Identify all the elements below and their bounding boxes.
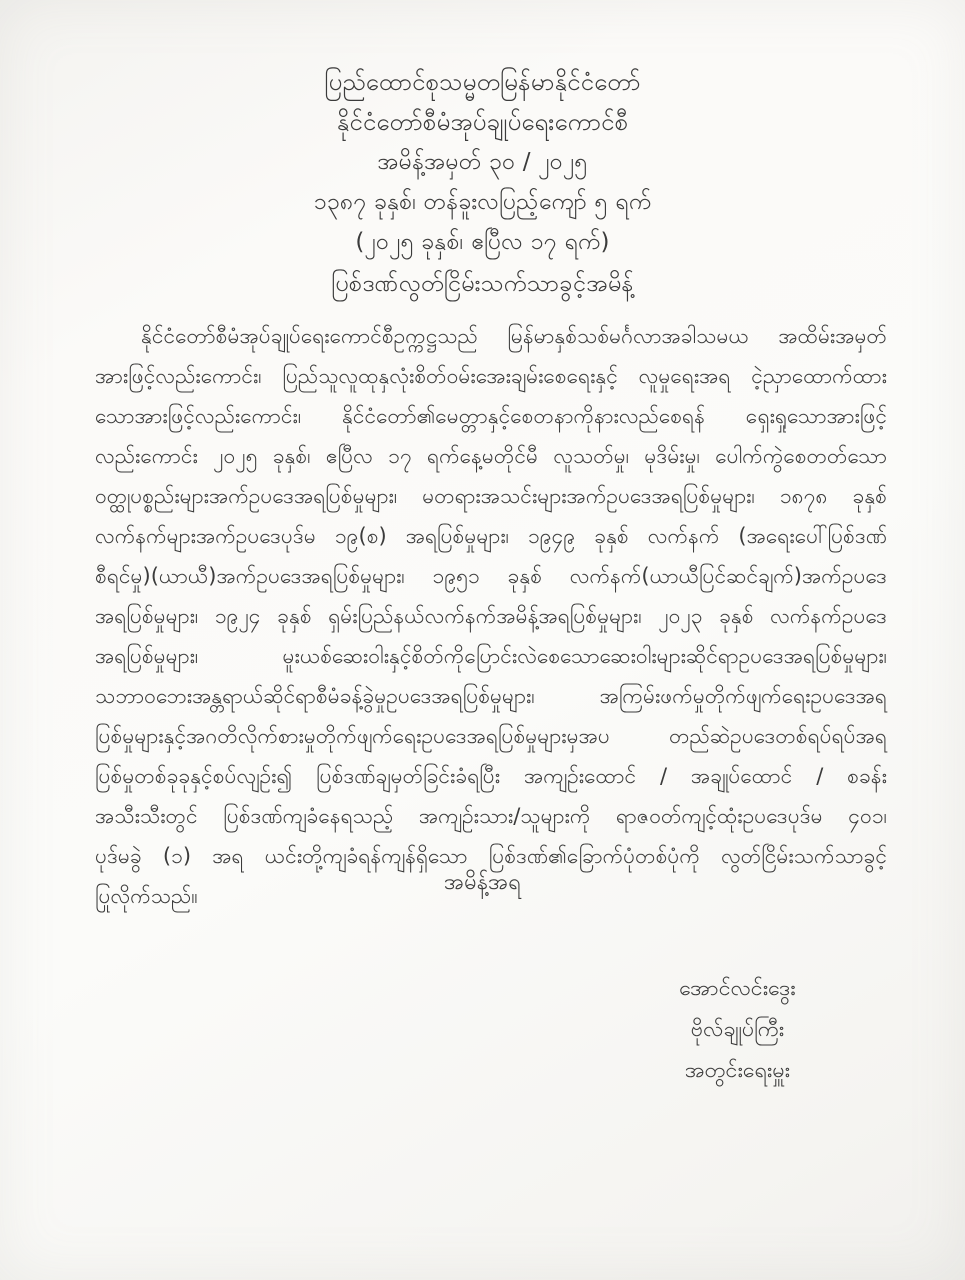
body-line: စီရင်မှု)(ယာယီ)အက်ဥပဒေအရပြစ်မှုများ၊ ၁၉၅၁ ခုနှစ် လက်နက်(ယာယီပြင်ဆင်ချက်)အက်ဥပဒေ xyxy=(95,564,887,588)
body-line: ပြစ်မှုများနှင့်အဂတိလိုက်စားမှုတိုက်ဖျက်ရေးဥပဒေအရပြစ်မှုများမှအပ တည်ဆဲဥပဒေတစ်ရပ်ရပ်အရ xyxy=(95,724,887,748)
body-line: ပြုလိုက်သည်။ xyxy=(95,884,198,908)
gregorian-date: (၂၀၂၅ ခုနှစ်၊ ဧပြီလ ၁၇ ရက်) xyxy=(355,229,610,255)
body-line: ပုဒ်မခွဲ (၁) အရ ယင်းတို့ကျခံရန်ကျန်ရှိသော ပြစ်ဒဏ်၏ခြောက်ပုံတစ်ပုံကို လွတ်ငြိမ်းသက်သာခွင့် xyxy=(95,844,887,868)
body-line: သောအားဖြင့်လည်းကောင်း၊ နိုင်ငံတော်၏မေတ္တာနှင့်စေတနာကိုနားလည်စေရန် ရှေးရှုသောအားဖြင့် xyxy=(95,404,887,428)
body-line: အားဖြင့်လည်းကောင်း၊ ပြည်သူလူထုနှလုံးစိတ်ဝမ်းအေးချမ်းစေရေးနှင့် လူမှုရေးအရ ငဲ့ညှာထောက်ထား xyxy=(95,364,887,388)
signature-block xyxy=(650,968,825,1091)
signatory-rank: ဗိုလ်ချုပ်ကြီး xyxy=(690,1017,785,1042)
council-name: နိုင်ငံတော်စီမံအုပ်ချုပ်ရေးကောင်စီ xyxy=(336,108,629,136)
body-line: အသီးသီးတွင် ပြစ်ဒဏ်ကျခံနေရသည့် အကျဉ်းသား/သူများကို ရာဇဝတ်ကျင့်ထုံးဥပဒေပုဒ်မ ၄၀၁၊ xyxy=(95,804,887,828)
signatory-position: အတွင်းရေးမှူး xyxy=(684,1058,791,1083)
body-line: အရပြစ်မှုများ၊ ၁၉၂၄ ခုနှစ် ရှမ်းပြည်နယ်လက်နက်အမိန့်အရပြစ်မှုများ၊ ၂၀၂၃ ခုနှစ် လက်နက်ဥပဒေ xyxy=(95,604,887,628)
document-header xyxy=(0,62,965,303)
signatory-name: အောင်လင်းဒွေး xyxy=(679,976,796,1001)
by-order-label: အမိန့်အရ xyxy=(444,870,521,895)
body-line: နိုင်ငံတော်စီမံအုပ်ချုပ်ရေးကောင်စီဥက္ကဋ္ဌသည် မြန်မာနှစ်သစ်မင်္ဂလာအခါသမယ အထိမ်းအမှတ် xyxy=(141,324,887,348)
body-line: ဝတ္ထုပစ္စည်းများအက်ဥပဒေအရပြစ်မှုများ၊ မတရားအသင်းများအက်ဥပဒေအရပြစ်မှုများ၊ ၁၈၇၈ ခုနှစ် xyxy=(95,484,887,508)
order-number: အမိန့်အမှတ် ၃၀ / ၂၀၂၅ xyxy=(377,149,588,175)
body-line: ပြစ်မှုတစ်ခုခုနှင့်စပ်လျဉ်း၍ ပြစ်ဒဏ်ချမှတ်ခြင်းခံရပြီး အကျဉ်းထောင် / အချုပ်ထောင် / စခန်း xyxy=(95,764,887,788)
body-line: အရပြစ်မှုများ၊ မူးယစ်ဆေးဝါးနှင့်စိတ်ကိုပြောင်းလဲစေသောဆေးဝါးများဆိုင်ရာဥပဒေအရပြစ်မှုများ၊ xyxy=(95,644,887,668)
myanmar-calendar-date: ၁၃၈၇ ခုနှစ်၊ တန်ခူးလပြည့်ကျော် ၅ ရက် xyxy=(313,189,652,215)
order-title: ပြစ်ဒဏ်လွတ်ငြိမ်းသက်သာခွင့်အမိန့် xyxy=(331,269,634,297)
order-body-paragraph xyxy=(95,316,887,916)
body-line: လက်နက်များအက်ဥပဒေပုဒ်မ ၁၉(စ) အရပြစ်မှုများ၊ ၁၉၄၉ ခုနှစ် လက်နက် (အရေးပေါ်ပြစ်ဒဏ် xyxy=(95,524,887,548)
body-line: သဘာဝဘေးအန္တရာယ်ဆိုင်ရာစီမံခန့်ခွဲမှုဥပဒေအရပြစ်မှုများ၊ အကြမ်းဖက်မှုတိုက်ဖျက်ရေးဥပဒေအရ xyxy=(95,684,887,708)
state-name: ပြည်ထောင်စုသမ္မတမြန်မာနိုင်ငံတော် xyxy=(324,68,641,96)
body-line: လည်းကောင်း ၂၀၂၅ ခုနှစ်၊ ဧပြီလ ၁၇ ရက်နေ့မတိုင်မီ လူသတ်မှု၊ မုဒိမ်းမှု၊ ပေါက်ကွဲစေတတ်သော xyxy=(95,444,887,468)
